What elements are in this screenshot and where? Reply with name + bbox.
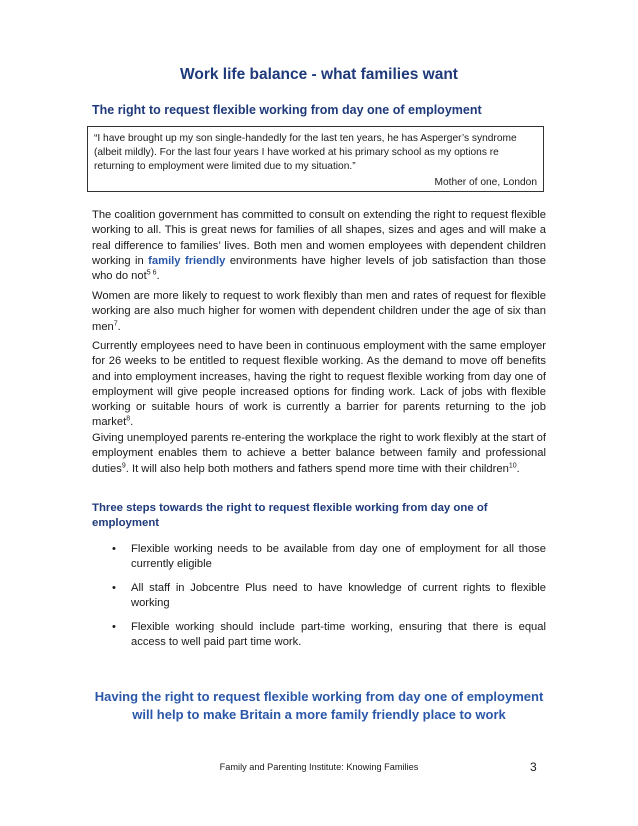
- paragraph-text: Giving unemployed parents re-entering the workplace the right to work flexibly at the start of employment enables them to achieve a better balance between family and professional duties: [92, 432, 546, 475]
- section-subheading: The right to request flexible working from day one of employment: [92, 103, 482, 117]
- footnote-ref: 8: [126, 415, 131, 423]
- paragraph-employment: [92, 339, 546, 431]
- paragraph-text: Currently employees need to have been in continuous employment with the same employer for 26 weeks to be entitled to request flexible working. As the demand to move off benefits and into employment increases, having the right to request flexible working from day one of employment will give people increased options for finding work. Lack of jobs with flexible working or suitable hours of work is currently a barrier for parents returning to the job market: [92, 340, 546, 429]
- list-item: [112, 542, 546, 573]
- paragraph-text: .: [117, 320, 121, 333]
- paragraph-text: .: [156, 270, 160, 283]
- bullet-icon: •: [112, 543, 116, 555]
- steps-heading: Three steps towards the right to request flexible working from day one of employment: [92, 502, 488, 529]
- paragraph-women: [92, 289, 546, 335]
- highlight-family-friendly: family friendly: [148, 254, 226, 267]
- paragraph-coalition: [92, 208, 546, 284]
- quote-text: “I have brought up my son single-handedly for the last ten years, he has Asperger’s syndrome (albeit mildly). For the last four years I have worked at his primary school as my options re returning to employment were limited due to my situation.”: [94, 133, 517, 172]
- closing-statement: Having the right to request flexible working from day one of employment will help to make Britain a more family friendly place to work: [94, 689, 544, 722]
- paragraph-text: .: [516, 462, 520, 475]
- paragraph-text: The coalition government has committed to consult on extending the right to request flexible working to all. This is great news for families of all shapes, sizes and ages and will make a real difference to families’ lives. Both men and women employees with dependent children working in: [92, 209, 546, 267]
- list-item-text: Flexible working needs to be available from day one of employment for all those currently eligible: [131, 543, 546, 571]
- page-number: 3: [530, 760, 537, 774]
- paragraph-text: . It will also help both mothers and fathers spend more time with their children: [125, 462, 509, 475]
- bullet-icon: •: [112, 582, 116, 594]
- footnote-ref: 10: [508, 461, 517, 469]
- list-item: [112, 581, 546, 612]
- list-item-text: All staff in Jobcentre Plus need to have knowledge of current rights to flexible working: [131, 582, 546, 610]
- footnote-ref: 5 6: [146, 269, 157, 277]
- page-title: Work life balance - what families want: [180, 66, 458, 83]
- paragraph-text: .: [130, 416, 134, 429]
- quote-attribution: Mother of one, London: [434, 177, 537, 188]
- page-footer: Family and Parenting Institute: Knowing Families: [219, 762, 419, 772]
- paragraph-unemployed-parents: [92, 431, 546, 477]
- footnote-ref: 7: [113, 319, 118, 327]
- list-item: [112, 620, 546, 651]
- paragraph-text: Women are more likely to request to work flexibly than men and rates of request for flexible working are also much higher for women with dependent children under the age of six than men: [92, 290, 546, 333]
- footnote-ref: 9: [121, 461, 126, 469]
- quote-box: [87, 126, 544, 192]
- paragraph-text: environments have higher levels of job satisfaction than those who do not: [92, 254, 546, 283]
- list-item-text: Flexible working should include part-time working, ensuring that there is equal access to well paid part time work.: [131, 621, 546, 649]
- bullet-icon: •: [112, 621, 116, 633]
